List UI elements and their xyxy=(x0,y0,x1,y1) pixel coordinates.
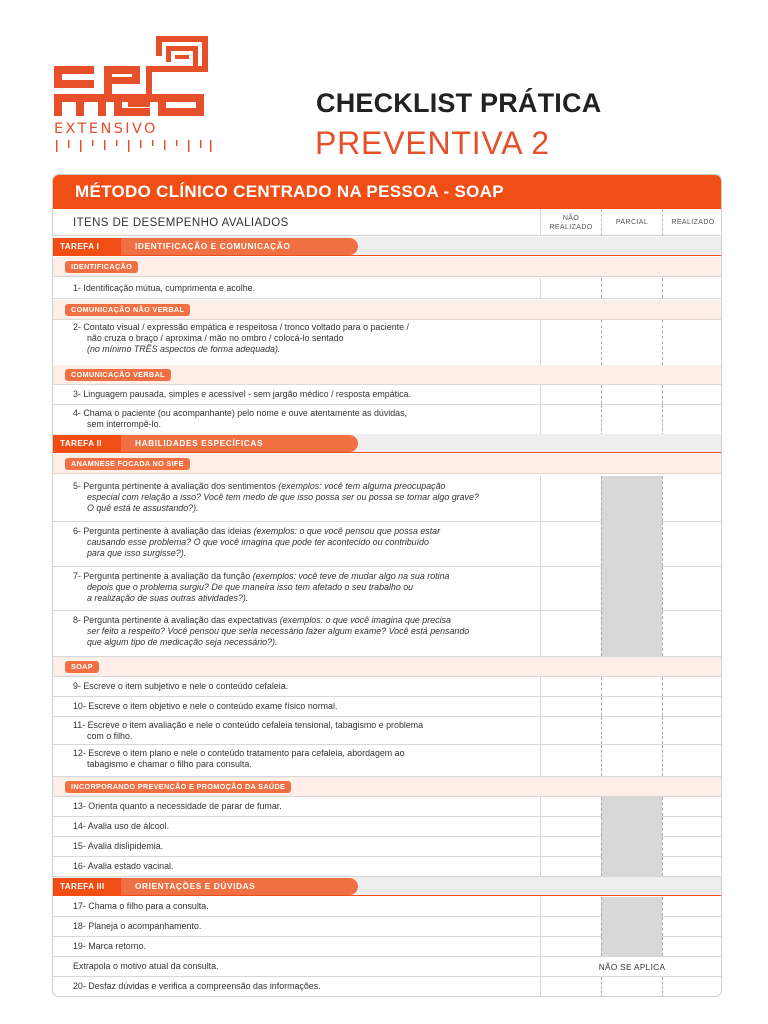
task-pill xyxy=(52,878,358,895)
cell-nao-realizado[interactable] xyxy=(540,817,601,836)
checklist-item xyxy=(53,476,722,522)
cell-parcial[interactable] xyxy=(601,405,662,436)
not-applicable-label: NÃO SE APLICA xyxy=(540,957,722,976)
item-text: 11- Escreve o item avaliação e nele o conteúdo cefaleia tensional, tabagismo e problema com o filho. xyxy=(73,720,424,741)
cell-parcial[interactable] xyxy=(601,278,662,298)
cell-realizado[interactable] xyxy=(662,405,722,436)
cell-parcial-disabled xyxy=(601,522,662,566)
cell-realizado[interactable] xyxy=(662,567,722,610)
checklist-item xyxy=(53,385,722,405)
item-text: 2- Contato visual / expressão empática e respeitosa / tronco voltado para o paciente / não cruza o braço / aproxima / mão no ombro / colocá-lo sentado (no mínimo TRÊS aspectos de forma adequada). xyxy=(73,322,409,354)
cell-nao-realizado[interactable] xyxy=(540,717,601,744)
section-row xyxy=(53,657,722,677)
cell-realizado[interactable] xyxy=(662,677,722,696)
cell-realizado[interactable] xyxy=(662,278,722,298)
cell-realizado[interactable] xyxy=(662,797,722,816)
section-label: COMUNICAÇÃO NÃO VERBAL xyxy=(65,304,190,316)
cell-realizado[interactable] xyxy=(662,817,722,836)
cell-parcial-disabled xyxy=(601,567,662,610)
checklist-item xyxy=(53,677,722,697)
cell-realizado[interactable] xyxy=(662,522,722,566)
cell-parcial[interactable] xyxy=(601,385,662,404)
cell-parcial-disabled xyxy=(601,817,662,836)
section-row xyxy=(53,777,722,797)
checklist-item xyxy=(53,522,722,567)
section-row xyxy=(53,365,722,385)
task-tag: TAREFA III xyxy=(52,878,121,895)
item-text: 1- Identificação mútua, cumprimenta e acolhe. xyxy=(73,283,256,293)
cell-nao-realizado[interactable] xyxy=(540,677,601,696)
section-row xyxy=(53,300,722,320)
cell-realizado[interactable] xyxy=(662,897,722,916)
checklist-item xyxy=(53,837,722,857)
cell-parcial[interactable] xyxy=(601,697,662,716)
cell-nao-realizado[interactable] xyxy=(540,857,601,876)
item-text: 12- Escreve o item plano e nele o conteúdo tratamento para cefaleia, abordagem ao tabagismo e chamar o filho para consulta. xyxy=(73,748,405,769)
cell-parcial[interactable] xyxy=(601,977,662,997)
cell-nao-realizado[interactable] xyxy=(540,278,601,298)
checklist-item xyxy=(53,405,722,437)
cell-parcial[interactable] xyxy=(601,677,662,696)
cell-nao-realizado[interactable] xyxy=(540,837,601,856)
cell-nao-realizado[interactable] xyxy=(540,897,601,916)
checklist-item xyxy=(53,567,722,611)
cell-realizado[interactable] xyxy=(662,697,722,716)
cell-realizado[interactable] xyxy=(662,745,722,776)
col-nao-realizado: NÃO REALIZADO xyxy=(540,209,601,236)
checklist-item xyxy=(53,957,722,977)
task-pill xyxy=(52,238,358,255)
item-text: 18- Planeja o acompanhamento. xyxy=(73,921,202,931)
item-text: 7- Pergunta pertinente à avaliação da função (exemplos: você teve de mudar algo na sua rotina depois que o problema surgiu? De que maneira isso tem afetado o seu trabalho ou a realização de suas outras atividades?). xyxy=(73,571,450,603)
item-text: 8- Pergunta pertinente à avaliação das expectativas (exemplos: o que você imagina que precisa ser feito a respeito? Você pensou que seria necessário fazer algum exame? Você está pensando que algum tipo de medicação seja necessário?). xyxy=(73,615,470,647)
section-row xyxy=(53,454,722,474)
checklist-item xyxy=(53,717,722,745)
cell-realizado[interactable] xyxy=(662,476,722,521)
item-text: 15- Avalia dislipidemia. xyxy=(73,841,164,851)
cell-parcial-disabled xyxy=(601,937,662,956)
logo-wordmark: EXTENSIVO xyxy=(54,121,158,137)
cell-parcial-disabled xyxy=(601,857,662,876)
item-text: 19- Marca retorno. xyxy=(73,941,147,951)
task-tag: TAREFA II xyxy=(52,435,121,452)
item-text: Extrapola o motivo atual da consulta. xyxy=(73,961,219,971)
task-row-3 xyxy=(53,877,722,896)
cell-realizado[interactable] xyxy=(662,917,722,936)
cell-nao-realizado[interactable] xyxy=(540,917,601,936)
task-label: HABILIDADES ESPECÍFICAS xyxy=(135,438,264,448)
checklist-item xyxy=(53,697,722,717)
cell-nao-realizado[interactable] xyxy=(540,385,601,404)
checklist-item xyxy=(53,745,722,777)
cell-nao-realizado[interactable] xyxy=(540,405,601,436)
card-title: MÉTODO CLÍNICO CENTRADO NA PESSOA - SOAP xyxy=(53,175,721,209)
cell-nao-realizado[interactable] xyxy=(540,320,601,365)
item-text: 9- Escreve o item subjetivo e nele o conteúdo cefaleia. xyxy=(73,681,289,691)
item-text: 16- Avalia estado vacinal. xyxy=(73,861,174,871)
item-text: 4- Chama o paciente (ou acompanhante) pelo nome e ouve atentamente as dúvidas, sem interrompê-lo. xyxy=(73,408,408,429)
task-label: IDENTIFICAÇÃO E COMUNICAÇÃO xyxy=(135,241,291,251)
item-text: 14- Avalia uso de álcool. xyxy=(73,821,170,831)
checklist-item xyxy=(53,320,722,366)
cpmed-logo xyxy=(54,36,214,154)
item-text: 17- Chama o filho para a consulta. xyxy=(73,901,209,911)
task-tag: TAREFA I xyxy=(52,238,121,255)
cell-realizado[interactable] xyxy=(662,385,722,404)
cell-nao-realizado[interactable] xyxy=(540,476,601,521)
cell-parcial[interactable] xyxy=(601,717,662,744)
checklist-item xyxy=(53,611,722,657)
checklist-item xyxy=(53,977,722,997)
cell-nao-realizado[interactable] xyxy=(540,745,601,776)
item-text: 20- Desfaz dúvidas e verifica a compreensão das informações. xyxy=(73,981,321,991)
cell-nao-realizado[interactable] xyxy=(540,697,601,716)
cell-parcial-disabled xyxy=(601,897,662,916)
section-label: IDENTIFICAÇÃO xyxy=(65,261,138,273)
checklist-item xyxy=(53,817,722,837)
cell-nao-realizado[interactable] xyxy=(540,522,601,566)
checklist-item xyxy=(53,937,722,957)
section-label: ANAMNESE FOCADA NO SIFE xyxy=(65,458,190,470)
page-title: CHECKLIST PRÁTICA xyxy=(316,88,602,118)
cell-nao-realizado[interactable] xyxy=(540,567,601,610)
cell-parcial[interactable] xyxy=(601,745,662,776)
col-realizado: REALIZADO xyxy=(662,209,722,236)
cell-realizado[interactable] xyxy=(662,937,722,956)
task-label: ORIENTAÇÕES E DÚVIDAS xyxy=(135,881,256,891)
cell-parcial-disabled xyxy=(601,797,662,816)
cell-nao-realizado[interactable] xyxy=(540,611,601,656)
cell-realizado[interactable] xyxy=(662,611,722,656)
column-header xyxy=(53,209,721,236)
checklist-card xyxy=(52,174,722,997)
checklist-item xyxy=(53,278,722,299)
section-row xyxy=(53,257,722,277)
cell-parcial-disabled xyxy=(601,476,662,521)
cell-realizado[interactable] xyxy=(662,320,722,365)
checklist-item xyxy=(53,917,722,937)
page-subtitle: PREVENTIVA 2 xyxy=(315,125,550,161)
section-label: INCORPORANDO PREVENÇÃO E PROMOÇÃO DA SAÚDE xyxy=(65,781,291,793)
section-label: COMUNICAÇÃO VERBAL xyxy=(65,369,171,381)
items-label: ITENS DE DESEMPENHO AVALIADOS xyxy=(73,217,289,229)
cell-parcial-disabled xyxy=(601,837,662,856)
task-pill xyxy=(52,435,358,452)
item-text: 10- Escreve o item objetivo e nele o conteúdo exame físico normal. xyxy=(73,701,338,711)
section-label: SOAP xyxy=(65,661,99,673)
item-text: 3- Linguagem pausada, simples e acessível - sem jargão médico / resposta empática. xyxy=(73,389,411,399)
cell-nao-realizado[interactable] xyxy=(540,797,601,816)
checklist-item xyxy=(53,897,722,917)
cell-realizado[interactable] xyxy=(662,717,722,744)
cell-nao-realizado[interactable] xyxy=(540,937,601,956)
checklist-item xyxy=(53,797,722,817)
cell-realizado[interactable] xyxy=(662,977,722,997)
task-row-2 xyxy=(53,434,722,453)
cell-nao-realizado[interactable] xyxy=(540,977,601,997)
item-text: 5- Pergunta pertinente à avaliação dos sentimentos (exemplos: você tem alguma preocupação especial com relação a isso? Você tem medo de que isso possa ser ou possa se tornar algo grave? O quê está te assustando?). xyxy=(73,481,479,513)
cell-parcial[interactable] xyxy=(601,320,662,365)
cell-realizado[interactable] xyxy=(662,857,722,876)
item-text: 13- Orienta quanto a necessidade de parar de fumar. xyxy=(73,801,282,811)
checklist-item xyxy=(53,857,722,877)
cell-realizado[interactable] xyxy=(662,837,722,856)
col-parcial: PARCIAL xyxy=(601,209,662,236)
item-text: 6- Pergunta pertinente à avaliação das ideias (exemplos: o que você pensou que possa estar causando esse problema? O que você imagina que pode ter acontecido ou contribuído para que isso surgisse?). xyxy=(73,526,441,558)
cell-parcial-disabled xyxy=(601,611,662,656)
cell-parcial-disabled xyxy=(601,917,662,936)
task-row-1 xyxy=(53,237,722,256)
